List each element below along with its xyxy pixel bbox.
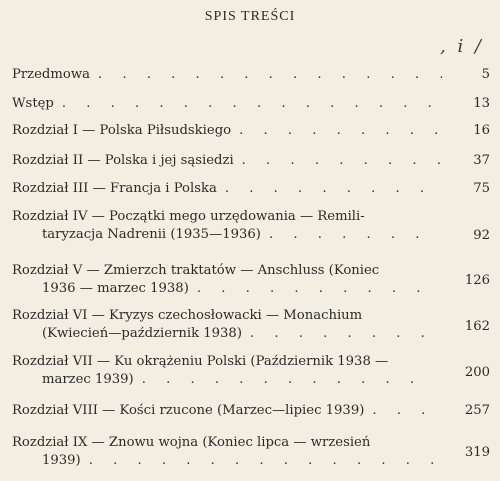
dot-leader (250, 325, 434, 343)
dot-leader (142, 371, 434, 389)
handwritten-mark: , i / (440, 36, 484, 57)
entry-title: Rozdział II — Polska i jej sąsiedzi (12, 153, 234, 168)
entry-title-line-2: marzec 1939) (42, 372, 134, 387)
toc-entry-chapter-7 (12, 353, 490, 389)
entry-title-line-1: Rozdział V — Zmierzch traktatów — Anschluss (Koniec (12, 263, 380, 278)
page-number: 37 (473, 153, 490, 168)
toc-entry-chapter-8 (12, 402, 490, 420)
entry-title-line-2: 1936 — marzec 1938) (42, 281, 189, 296)
dot-leader (269, 226, 434, 244)
dot-leader (197, 280, 434, 298)
page-number: 13 (473, 96, 490, 111)
page-number: 126 (464, 273, 490, 288)
entry-title: Rozdział III — Francja i Polska (12, 181, 217, 196)
toc-entry-wstep (12, 95, 490, 113)
toc-entry-chapter-9 (12, 434, 490, 470)
page-number: 5 (481, 67, 490, 82)
toc-entry-chapter-3 (12, 180, 490, 198)
page-number: 92 (473, 228, 490, 243)
toc-entry-chapter-2 (12, 152, 490, 170)
page-number: 75 (473, 181, 490, 196)
entry-title-line-2: taryzacja Nadrenii (1935—1936) (42, 227, 261, 242)
page-title: SPIS TREŚCI (204, 9, 296, 24)
entry-title-line-1: Rozdział IV — Początki mego urzędowania — Remili- (12, 209, 365, 224)
entry-title: Rozdział VIII — Kości rzucone (Marzec—lipiec 1939) (12, 403, 365, 418)
toc-entry-chapter-1 (12, 122, 490, 140)
toc-entry-chapter-5 (12, 262, 490, 298)
entry-title-line-1: Rozdział VII — Ku okrążeniu Polski (Październik 1938 — (12, 354, 389, 369)
page-number: 257 (464, 403, 490, 418)
entry-title: Przedmowa (12, 67, 90, 82)
page-number: 16 (473, 123, 490, 138)
entry-title-line-1: Rozdział IX — Znowu wojna (Koniec lipca — wrzesień (12, 435, 371, 450)
toc-entry-przedmowa (12, 66, 490, 84)
dot-leader (239, 122, 442, 140)
entry-title: Rozdział I — Polska Piłsudskiego (12, 123, 232, 138)
dot-leader (62, 95, 442, 113)
entry-title-line-2: 1939) (42, 453, 81, 468)
toc-entry-chapter-6 (12, 307, 490, 343)
page-number: 200 (464, 365, 490, 380)
dot-leader (242, 152, 442, 170)
entry-title-line-1: Rozdział VI — Kryzys czechosłowacki — Monachium (12, 308, 363, 323)
entry-title-line-2: (Kwiecień—październik 1938) (42, 326, 242, 341)
dot-leader (225, 180, 442, 198)
page-number: 319 (464, 445, 490, 460)
page-number: 162 (464, 319, 490, 334)
dot-leader (98, 66, 442, 84)
dot-leader (372, 402, 442, 420)
toc-entry-chapter-4 (12, 208, 490, 244)
dot-leader (89, 452, 434, 470)
entry-title: Wstęp (12, 96, 54, 111)
